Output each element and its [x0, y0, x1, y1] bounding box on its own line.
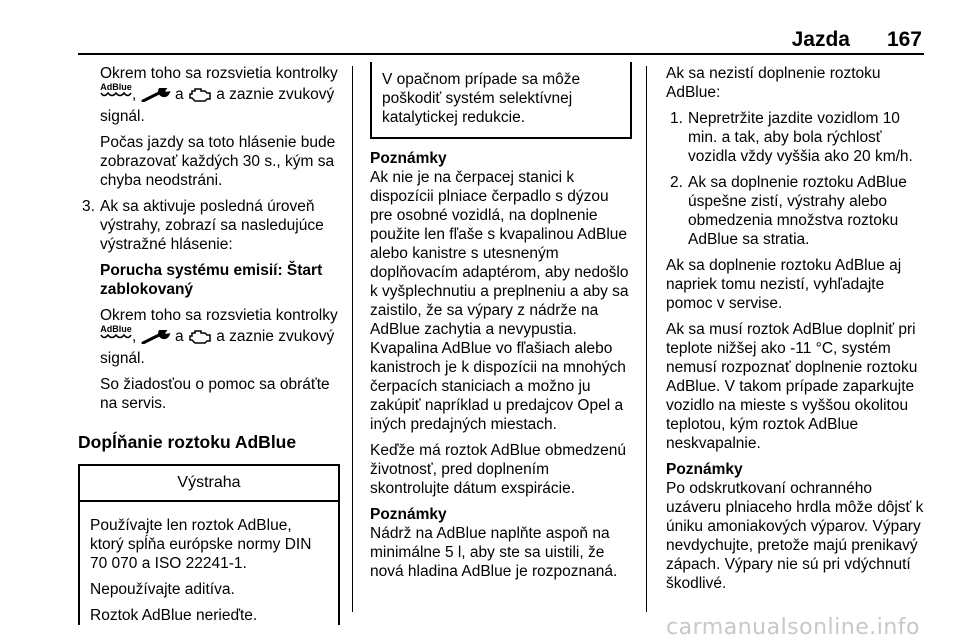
wrench-icon [141, 88, 171, 107]
warning-message: Porucha systému emisií: Štart zablokovaný [100, 262, 323, 298]
list-item: 2. Ak sa doplnenie roztoku AdBlue úspešne zistí, výstrahy alebo obmedzenia množstva roztoku AdBlue sa stratia. [670, 174, 907, 248]
list-item: 3. Ak sa aktivuje posledná úroveň výstrahy, zobrazí sa nasledujúce výstražné hlásenie: Porucha systému emisií: Štart zablokovaný Okrem toho sa rozsvietia kontrolky AdBlue , a a zaznie zvukový signál. So žiadosťou o pomoc sa obráťte na servis. [78, 197, 340, 413]
paragraph: Okrem toho sa rozsvietia kontrolky AdBlue , a a zaznie zvukový signál. [100, 307, 338, 367]
watermark: carmanualsonline.info [666, 615, 920, 640]
wrench-icon [141, 330, 171, 349]
column-2 [370, 64, 632, 588]
warning-box: Výstraha Používajte len roztok AdBlue, ktorý spĺňa európske normy DIN 70 070 a ISO 22241-1. Nepoužívajte aditíva. Roztok AdBlue nerieďte. [78, 464, 340, 625]
adblue-warning-icon: AdBlue [100, 325, 132, 341]
page-number: 167 [886, 28, 922, 51]
column-divider-1 [352, 66, 353, 612]
warning-box-continued: V opačnom prípade sa môže poškodiť systém selektívnej katalytickej redukcie. [370, 62, 632, 139]
paragraph: Keďže má roztok AdBlue obmedzenú životnosť, pred doplnením skontrolujte dátum exspirácie. [370, 442, 626, 497]
note-label: Poznámky [370, 150, 447, 167]
column-3 [666, 64, 926, 600]
column-divider-2 [646, 66, 647, 612]
paragraph: Počas jazdy sa toto hlásenie bude zobrazovať každých 30 s., kým sa chyba neodstráni. [100, 134, 336, 189]
note-label: Poznámky [370, 506, 447, 523]
paragraph: Okrem toho sa rozsvietia kontrolky AdBlue , a a zaznie zvukový signál. [100, 65, 338, 125]
note-text: Ak nie je na čerpacej stanici k dispozícii plniace čerpadlo s dýzou pre osobné vozidlá, na doplnenie použite len fľaše s kvapalinou AdBlue alebo kanistre s utesneným doplňovacím adaptérom, aby nedošlo k vyšplechnutiu a preplneniu a aby sa zaistilo, že sa výpary z nádrže na AdBlue zachytia a nevypustia. Kvapalina AdBlue vo fľašiach alebo kanistroch je k dispozícii na mnohých čerpacích staniciach a možno ju zakúpiť napríklad u predajcov Opel a iných predajných miestach. [370, 169, 629, 433]
note-text: Po odskrutkovaní ochranného uzáveru plniaceho hrdla môže dôjsť k úniku amoniakových výparov. Výpary nevdychujte, pretože majú prenikavý zápach. Výpary nie sú pri vdýchnutí škodlivé. [666, 480, 924, 592]
header-rule [78, 53, 924, 55]
chapter-title: Jazda [791, 28, 850, 51]
engine-icon [188, 86, 212, 107]
column-1 [78, 64, 340, 632]
paragraph: Ak sa nezistí doplnenie roztoku AdBlue: [666, 65, 881, 101]
adblue-warning-icon: AdBlue [100, 83, 132, 99]
paragraph: Ak sa musí roztok AdBlue doplniť pri teplote nižšej ako -11 °C, systém nemusí rozpoznať doplnenie roztoku AdBlue. V takom prípade zaparkujte vozidlo na mieste s vyššou okolitou teplotou, kým roztok AdBlue neskvapalnie. [666, 321, 918, 452]
list-item: 1. Nepretržite jazdite vozidlom 10 min. a tak, aby bola rýchlosť vozidla vždy vyššia ako 20 km/h. [670, 110, 913, 165]
note-label: Poznámky [666, 461, 743, 478]
warning-title: Výstraha [80, 466, 338, 502]
section-heading: Dopĺňanie roztoku AdBlue [78, 432, 297, 452]
paragraph: Ak sa doplnenie roztoku AdBlue aj napriek tomu nezistí, vyhľadajte pomoc v servise. [666, 257, 902, 312]
note-text: Nádrž na AdBlue naplňte aspoň na minimálne 5 l, aby ste sa uistili, že nová hladina AdBlue je rozpoznaná. [370, 525, 618, 580]
engine-icon [188, 328, 212, 349]
